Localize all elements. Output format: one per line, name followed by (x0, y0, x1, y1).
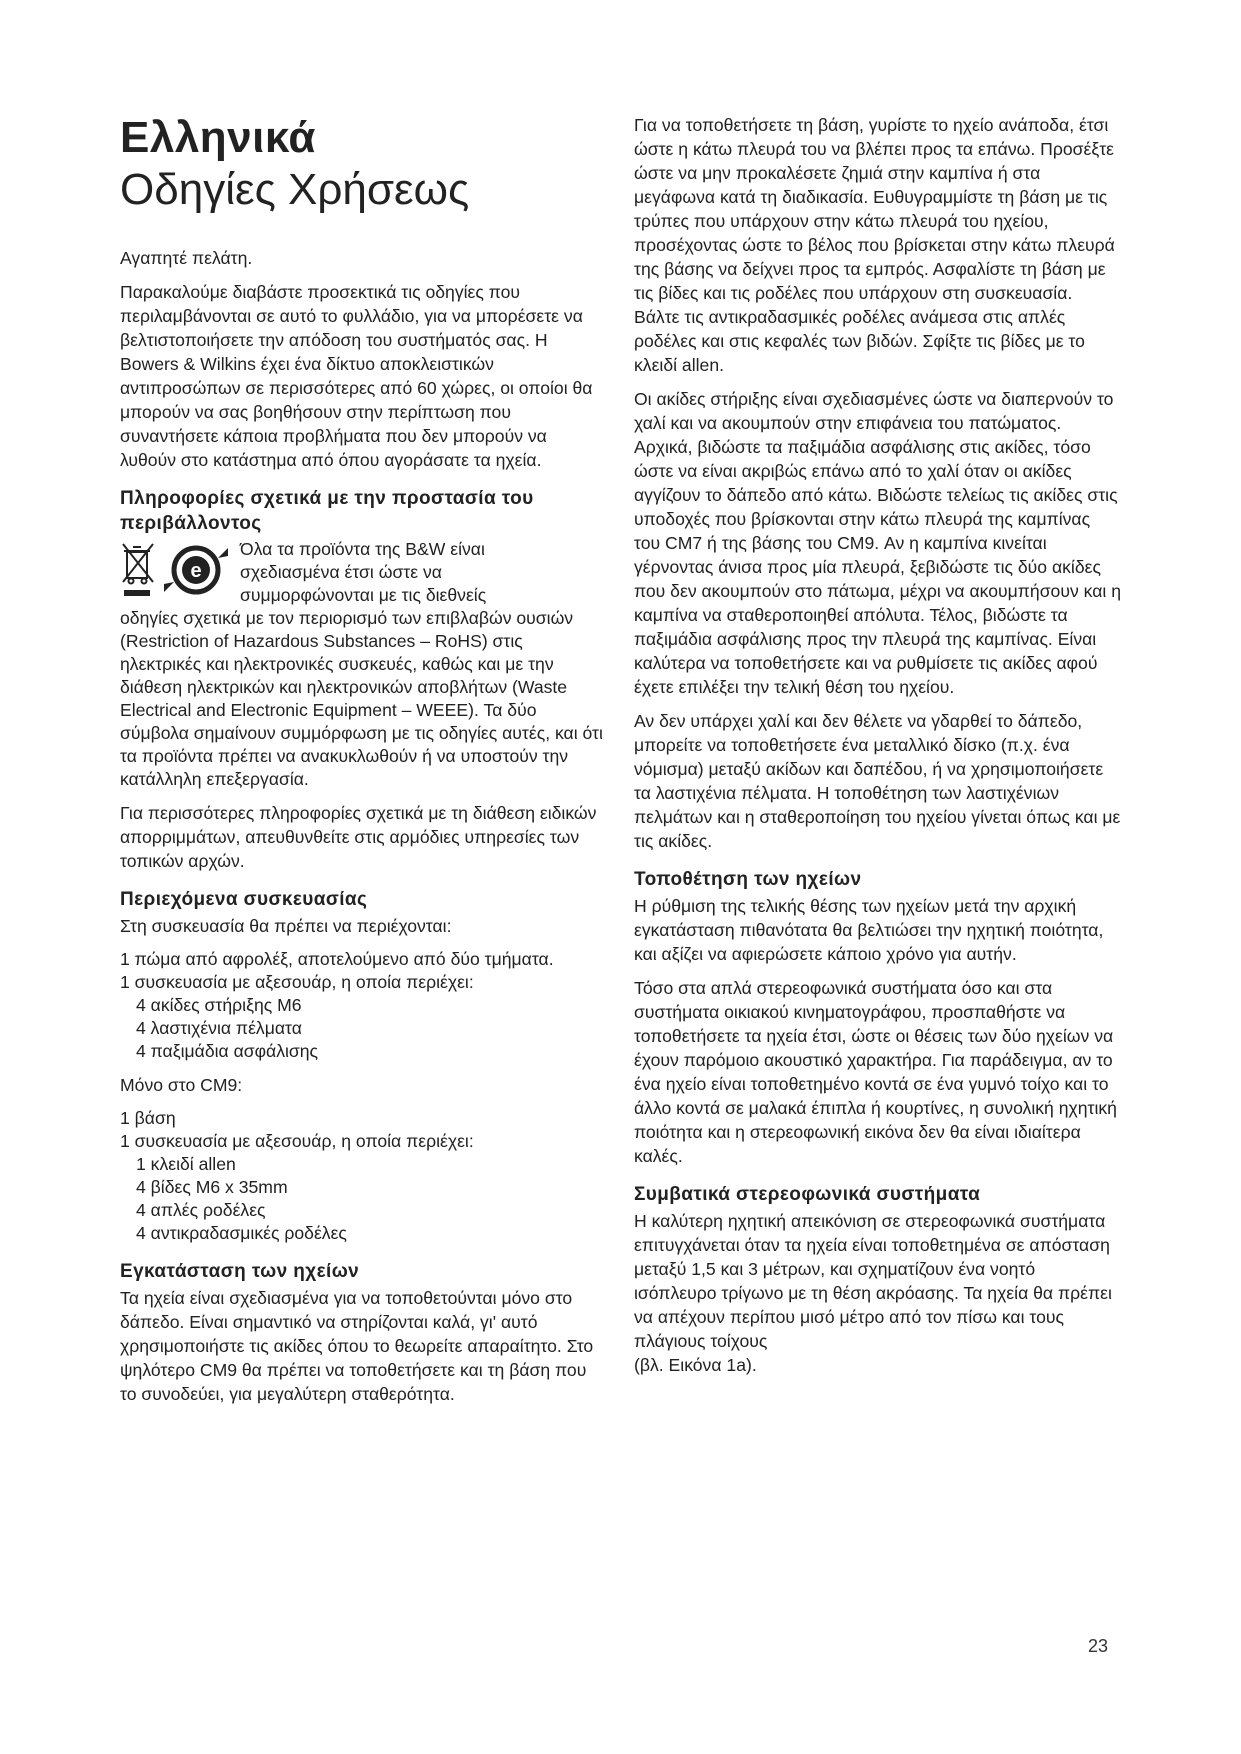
list-item: 1 συσκευασία με αξεσουάρ, η οποία περιέχει: (120, 972, 474, 992)
document-title: Οδηγίες Χρήσεως (120, 165, 470, 214)
list-subitem: 4 παξιμάδια ασφάλισης (136, 1041, 319, 1061)
contents-intro: Στη συσκευασία θα πρέπει να περιέχονται: (120, 916, 452, 936)
list-subitem: 4 αντικραδασμικές ροδέλες (136, 1223, 347, 1243)
list-subitem: 4 λαστιχένια πέλματα (136, 1018, 302, 1038)
weee-bin-icon (123, 544, 153, 584)
page-number: 23 (1088, 1636, 1109, 1656)
greeting: Αγαπητέ πελάτη. (120, 248, 253, 268)
contents-heading: Περιεχόμενα συσκευασίας (120, 889, 368, 910)
cm9-list (120, 1107, 607, 1245)
environment-heading: Πληροφορίες σχετικά με την προστασία του περιβάλλοντος (120, 488, 534, 534)
env-line-2: σχεδιασμένα έτσι ώστε να (240, 562, 442, 582)
positioning-heading: Τοποθέτηση των ηχείων (634, 869, 862, 890)
contents-list (120, 948, 607, 1063)
intro-paragraph: Παρακαλούμε διαβάστε προσεκτικά τις οδηγίες που περιλαμβάνονται σε αυτό το φυλλάδιο, για να μπορέσετε να βελτιστοποιήσετε την απόδοση του συστήματός σας. Η Bowers & Wilkins έχει ένα δίκτυο αποκλειστικών αντιπροσώπων σε περισσότερες από 60 χώρες, οι οποίοι θα μπορούν να σας βοηθήσουν στην περίπτωση που συναντήσετε κάποια προβλήματα που δεν μπορούν να λυθούν στο κατάστημα από όπου αγοράσατε τα ηχεία. (120, 282, 593, 470)
spikes-paragraph: Οι ακίδες στήριξης είναι σχεδιασμένες ώστε να διαπερνούν το χαλί και να ακουμπούν στην επιφάνεια του πατώματος. Αρχικά, βιδώστε τα παξιμάδια ασφάλισης στις ακίδες, τόσο ώστε να είναι ακριβώς επάνω από το χαλί όταν οι ακίδες αγγίζουν το δάπεδο από κάτω. Βιδώστε τελείως τις ακίδες στις υποδοχές που βρίσκονται στην κάτω πλευρά της καμπίνας του CM7 ή της βάσης του CM9. Αν η καμπίνα κινείται γέρνοντας άνισα προς μία πλευρά, ξεβιδώστε τις δύο ακίδες που δεν ακουμπούν στο πάτωμα, μέχρι να ακουμπήσουν και η καμπίνα να σταθεροποιηθεί απόλυτα. Τέλος, βιδώστε τα παξιμάδια ασφάλισης προς την πλευρά της καμπίνας. Είναι καλύτερα να τοποθετήσετε και να ρυθμίσετε τις ακίδες αφού έχετε επιλέξει την τελική θέση του ηχείου. (634, 389, 1121, 697)
svg-text:e: e (190, 560, 202, 582)
positioning-paragraph-2: Τόσο στα απλά στερεοφωνικά συστήματα όσο και στα συστήματα οικιακού κινηματογράφου, προσπαθήστε να τοποθετήσετε τα ηχεία έτσι, ώστε οι θέσεις των δύο ηχείων να έχουν παρόμοιο ακουστικό χαρακτήρα. Για παράδειγμα, αν το ένα ηχείο είναι τοποθετημένο κοντά σε ένα γυμνό τοίχο και το άλλο κοντά σε μαλακά έπιπλα ή κουρτίνες, η συνολική ηχητική ποιότητα και η στερεοφωνική εικόνα δεν θα είναι ιδιαίτερα καλές. (634, 978, 1117, 1166)
base-paragraph: Για να τοποθετήσετε τη βάση, γυρίστε το ηχείο ανάποδα, έτσι ώστε η κάτω πλευρά του να βλέπει προς τα επάνω. Προσέξτε ώστε να μην προκαλέσετε ζημιά στην καμπίνα ή στα μεγάφωνα κατά τη διαδικασία. Ευθυγραμμίστε τη βάση με τις τρύπες που υπάρχουν στην κάτω πλευρά του ηχείου, προσέχοντας ώστε το βέλος που βρίσκεται στην κάτω πλευρά της βάσης να δείχνει προς τα εμπρός. Ασφαλίστε τη βάση με τις βίδες και τις ροδέλες που υπάρχουν στη συσκευασία. Βάλτε τις αντικραδασμικές ροδέλες ανάμεσα στις απλές ροδέλες και στις κεφαλές των βιδών. Σφίξτε τις βίδες με το κλειδί allen. (634, 115, 1115, 375)
list-item: 1 πώμα από αφρολέξ, αποτελούμενο από δύο τμήματα. (120, 949, 554, 969)
right-column (634, 113, 1121, 1387)
environment-section (120, 538, 607, 791)
rohs-e-icon (164, 548, 228, 592)
installation-paragraph: Τα ηχεία είναι σχεδιασμένα για να τοποθετούνται μόνο στο δάπεδο. Είναι σημαντικό να στηρίζονται καλά, γι' αυτό χρησιμοποιήστε τις ακίδες όπου το θεωρείτε απαραίτητο. Στο ψηλότερο CM9 θα πρέπει να τοποθετήσετε και τη βάση που το συνοδεύει, για μεγαλύτερη σταθερότητα. (120, 1288, 594, 1404)
no-carpet-paragraph: Αν δεν υπάρχει χαλί και δεν θέλετε να γδαρθεί το δάπεδο, μπορείτε να τοποθετήσετε ένα μεταλλικό δίσκο (π.χ. ένα νόμισμα) μεταξύ ακίδων και δαπέδου, ή να χρησιμοποιήσετε τα λαστιχένια πέλματα. Η τοποθέτηση των λαστιχένιων πελμάτων και η σταθεροποίηση του ηχείου γίνεται όπως και με τις ακίδες. (634, 711, 1121, 851)
list-subitem: 4 ακίδες στήριξης M6 (136, 995, 302, 1015)
list-subitem: 4 απλές ροδέλες (136, 1200, 266, 1220)
positioning-paragraph: Η ρύθμιση της τελικής θέσης των ηχείων μετά την αρχική εγκατάσταση πιθανότατα θα βελτιώσει την ηχητική ποιότητα, και αξίζει να αφιερώσετε κάποιο χρόνο για αυτήν. (634, 896, 1104, 964)
env-more-paragraph: Για περισσότερες πληροφορίες σχετικά με τη διάθεση ειδικών απορριμμάτων, απευθυνθείτε στις αρμόδιες υπηρεσίες των τοπικών αρχών. (120, 803, 597, 871)
left-column (120, 112, 607, 1416)
language-title: Ελληνικά (120, 113, 316, 162)
recycling-symbols-icon (120, 540, 230, 604)
cm9-only-label: Μόνο στο CM9: (120, 1075, 243, 1095)
env-line-3: συμμορφώνονται με τις διεθνείς (240, 585, 487, 605)
env-paragraph: οδηγίες σχετικά με τον περιορισμό των επιβλαβών ουσιών (Restriction of Hazardous Substances – RoHS) στις ηλεκτρικές και ηλεκτρονικές συσκευές, καθώς και με την διάθεση ηλεκτρικών και ηλεκτρονικών αποβλήτων (Waste Electrical and Electronic Equipment – WEEE). Τα δύο σύμβολα σημαίνουν συμμόρφωση με τις οδηγίες αυτές, και ότι τα προϊόντα πρέπει να ανακυκλωθούν ή να υποστούν την κατάλληλη επεξεργασία. (120, 608, 603, 789)
stereo-paragraph: Η καλύτερη ηχητική απεικόνιση σε στερεοφωνικά συστήματα επιτυγχάνεται όταν τα ηχεία είναι τοποθετημένα σε απόσταση μεταξύ 1,5 και 3 μέτρων, και σχηματίζουν ένα νοητό ισόπλευρο τρίγωνο με τη θέση ακρόασης. Τα ηχεία θα πρέπει να απέχουν περίπου μισό μέτρο από τον πίσω και τους πλάγιους τοίχους (634, 1211, 1112, 1351)
stereo-figure-ref: (βλ. Εικόνα 1a). (634, 1355, 757, 1375)
stereo-heading: Συμβατικά στερεοφωνικά συστήματα (634, 1184, 981, 1205)
weee-bar-icon (124, 590, 150, 596)
env-line-1: Όλα τα προϊόντα της B&W είναι (240, 539, 485, 559)
list-item: 1 συσκευασία με αξεσουάρ, η οποία περιέχει: (120, 1131, 474, 1151)
list-subitem: 4 βίδες M6 x 35mm (136, 1177, 288, 1197)
list-item: 1 βάση (120, 1108, 176, 1128)
installation-heading: Εγκατάσταση των ηχείων (120, 1261, 360, 1282)
list-subitem: 1 κλειδί allen (136, 1154, 236, 1174)
